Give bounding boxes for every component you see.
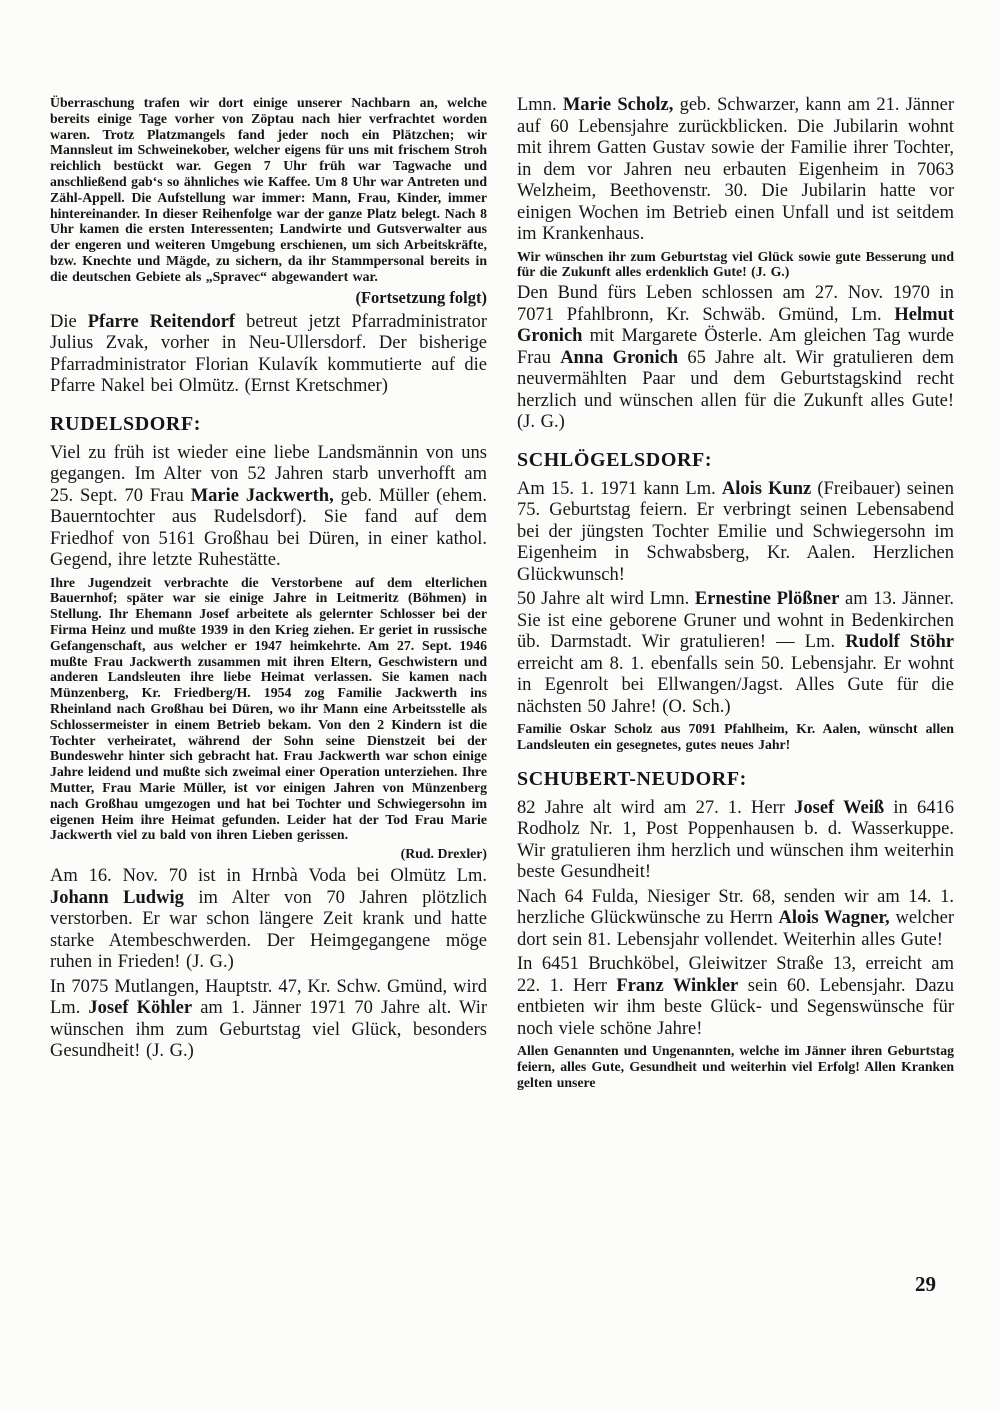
text-run: Lmn. (517, 95, 563, 115)
paragraph-general-greeting (517, 1043, 954, 1090)
right-column (517, 95, 954, 1094)
paragraph-kunz-birthday (517, 479, 954, 587)
paragraph-scholz-birthday (517, 95, 954, 246)
text-run: am 13. Jänner. Sie ist eine geborene Gruner und wohnt in Bedenkirchen üb. Darmstadt. Wir gratulieren! — Lm. (517, 589, 954, 653)
emphasized-name: Anna Gronich (560, 347, 679, 368)
text-run: geb. Schwarzer, kann am 21. Jänner auf 60 Lebensjahre zurückblicken. Die Jubilarin wohnt mit ihrem Gatten Gustav sowie der Familie ihrer Tochter, in dem vor Jahren neu erbauten Eigenheim in 7063 Welzheim, Beethovenstr. 30. Die Jubilarin hatte vor einigen Wochen im Betrieb einen Unfall und ist seitdem im Krankenhaus. (517, 95, 954, 244)
text-run: am 1. Jänner 1971 70 Jahre alt. Wir wünschen ihm zum Geburtstag viel Glück, besonders Gesundheit! (J. G.) (50, 998, 487, 1062)
emphasized-name: Helmut Gronich (517, 304, 954, 347)
text-run: 82 Jahre alt wird am 27. 1. Herr (517, 797, 795, 818)
text-run: 65 Jahre alt. Wir gratulieren dem neuvermählten Paar und dem Geburtstagskind recht herzlich und wünschen allen für die Zukunft alles Gute! (J. G.) (517, 347, 954, 433)
paragraph-report-continuation (50, 95, 487, 285)
text-run: mit Margarete Österle. Am gleichen Tag wurde Frau (517, 326, 954, 368)
text-run: in 6416 Rodholz Nr. 1, Post Poppenhausen b. d. Wasserkuppe. Wir gratulieren ihm herzlich und wünschen ihm weiterhin beste Gesundheit! (517, 797, 955, 883)
text-run: welcher dort sein 81. Lebensjahr vollendet. Weiterhin alles Gute! (517, 908, 955, 950)
paragraph-gronich-wedding (517, 283, 954, 434)
text-run: In 7075 Mutlangen, Hauptstr. 47, Kr. Schw. Gmünd, wird Lm. (50, 976, 487, 1019)
text-run: Nach 64 Fulda, Niesiger Str. 68, senden wir am 14. 1. herzliche Glückwünsche zu Herrn (517, 886, 954, 929)
paragraph-wagner-birthday (517, 887, 954, 952)
emphasized-name: Franz Winkler (616, 975, 739, 996)
emphasized-name: Johann Ludwig (50, 887, 184, 908)
page-number: 29 (915, 1272, 936, 1296)
emphasized-name: Rudolf Stöhr (845, 632, 954, 653)
heading-schubert-neudorf: SCHUBERT-NEUDORF: (517, 767, 747, 790)
text-run: (Freibauer) seinen 75. Geburtstag feiern. Er verbringt seinen Lebensabend bei der jüngsten Tochter Emilie und Schwiegersohn im Eigenheim in Schwabsberg, Kr. Aalen. Herzlichen Glückwunsch! (517, 478, 954, 585)
paragraph-weiss-birthday (517, 798, 954, 884)
text-run: Am 15. 1. 1971 kann Lm. (517, 478, 722, 499)
paragraph-winkler-birthday (517, 954, 954, 1040)
paragraph-reitendorf-parish (50, 312, 487, 398)
text-run: Am 16. Nov. 70 ist in Hrnbà Voda bei Olmütz Lm. (50, 866, 487, 887)
paragraph-scholz-wishes (517, 249, 954, 281)
paragraph-jackwerth-life-story (50, 575, 487, 844)
text-run: In 6451 Bruchköbel, Gleiwitzer Straße 13, erreicht am 22. 1. Herr (517, 954, 954, 996)
emphasized-name: Pfarre Reitendorf (87, 311, 236, 332)
emphasized-name: Josef Köhler (88, 998, 193, 1019)
text-run: im Alter von 70 Jahren plötzlich verstorben. Er war schon längere Zeit krank und hatte starke Atembeschwerden. Der Heimgegangene möge ruhen in Frieden! (J. G.) (50, 887, 487, 973)
emphasized-name: Alois Kunz (721, 478, 812, 499)
emphasized-name: Oskar Scholz (569, 721, 653, 737)
text-run: sein 60. Lebensjahr. Dazu entbieten wir ihm beste Glück- und Segenswünsche für noch viele schöne Jahre! (517, 975, 954, 1039)
paragraph-ludwig-obituary (50, 866, 487, 974)
byline-drexler: (Rud. Drexler) (400, 846, 487, 862)
text-run: Familie (517, 721, 570, 737)
text-run: Ihre Jugendzeit verbrachte die Verstorbene auf dem elterlichen Bauernhof; später war sie einige Jahre in Leitmeritz (Böhmen) in Stellung. Ihr Ehemann Josef arbeitete als gelernter Schlosser bei der Firma Heinz und mußte 1939 in den Krieg ziehen. Er geriet in russische Gefangenschaft, aus welcher er 1947 heimkehrte. Am 27. Sept. 1946 mußte Frau Jackwerth zusammen mit ihren Eltern, Geschwistern und anderen Landsleuten ihre liebe Heimat verlassen. Sie kamen nach Münzenberg, Kr. Friedberg/H. 1954 zog Familie Jackwerth ins Rheinland nach Großhau bei Düren, wo ihr Mann eine Arbeitsstelle als Schlossermeister in einem Betrieb bekam. Von den 2 Kindern ist die Tochter verheiratet, während der Sohn seine Dienstzeit bei der Bundeswehr hinter sich gebracht hat. Frau Jackwerth war schon einige Jahre leidend und mußte sich zweimal einer Operation unterziehen. Ihre Mutter, Frau Marie Müller, ist vor einigen Jahren von Münzenberg nach Großhau umgezogen und hat bei Tochter und Schwiegersohn im eigenen Heim ihre Heimat gefunden. Leider hat der Tod Frau Marie Jackwerth viel zu bald von ihren Lieben gerissen. (50, 574, 487, 843)
emphasized-name: Marie Jackwerth, (190, 485, 334, 506)
text-run: Wir wünschen ihr zum Geburtstag viel Glück sowie gute Besserung und für die Zukunft alles erdenklich Gute! (J. G.) (517, 248, 954, 280)
paragraph-scholz-family-greeting (517, 721, 954, 753)
text-run: Allen Genannten und Ungenannten, welche im Jänner ihren Geburtstag feiern, alles Gute, Gesundheit und weiterhin viel Erfolg! Allen Kranken gelten unsere (517, 1043, 954, 1090)
emphasized-name: Josef Weiß (794, 797, 885, 818)
text-run: erreicht am 8. 1. ebenfalls sein 50. Lebensjahr. Er wohnt in Egenrolt bei Ellwangen/Jagst. Alles Gute für die nächsten 50 Jahre! (O. Sch.) (517, 653, 954, 717)
text-run: aus 7091 Pfahlheim, Kr. Aalen, wünscht allen Landsleuten ein gesegnetes, gutes neues Jahr! (517, 721, 954, 752)
text-run: Überraschung trafen wir dort einige unserer Nachbarn an, welche bereits einige Tage vorher von Zöptau nach hier verfrachtet worden waren. Trotz Platzmangels fand jeder noch ein Plätzchen; wir Mannsleut im Schweinekober, welcher eigens für uns mit frischem Stroh reichlich bestückt war. Gegen 7 Uhr früh war Tagwache und anschließend gab‘s so ähnliches wie Kaffee. Um 8 Uhr war Antreten und Zähl-Appell. Die Aufstellung war immer: Mann, Frau, Kinder, immer hintereinander. In dieser Reihenfolge war der ganze Platz belegt. Nach 8 Uhr kamen die ersten Interessenten; Landwirte und Gutsverwalter aus der engeren und weiteren Umgebung erschienen, um sich Arbeitskräfte, bzw. Knechte und Mägde, zu sichern, da ihr Stammpersonal bereits in die deutschen Gebiete als „Spravec“ abgewandert war. (50, 95, 487, 284)
text-run: 50 Jahre alt wird Lmn. (517, 589, 695, 610)
emphasized-name: Alois Wagner, (778, 908, 890, 929)
text-run: Den Bund fürs Leben schlossen am 27. Nov. 1970 in 7071 Pfahlbronn, Kr. Schwäb. Gmünd, Lm. (517, 283, 954, 325)
paragraph-koehler-birthday (50, 977, 487, 1063)
heading-rudelsdorf: RUDELSDORF: (50, 412, 202, 435)
text-run: geb. Müller (ehem. Bauerntochter aus Rudelsdorf). Sie fand auf dem Friedhof von 5161 Großhau bei Düren, in einer kathol. Gegend, ihre letzte Ruhestätte. (50, 485, 487, 571)
text-columns (50, 95, 954, 1094)
continuation-note: (Fortsetzung folgt) (355, 287, 487, 307)
text-run: Viel zu früh ist wieder eine liebe Landsmännin von uns gegangen. Im Alter von 52 Jahren starb unverhofft am 25. Sept. 70 Frau (50, 442, 487, 506)
emphasized-name: Ernestine Plößner (694, 589, 840, 610)
text-run: Die (50, 311, 88, 332)
paragraph-ploessner-stoehr-birthdays (517, 589, 954, 718)
text-run: betreut jetzt Pfarradministrator Julius Zvak, vorher in Neu-Ullersdorf. Der bisherige Pfarradministrator Florian Kulavík kommutierte auf die Pfarre Nakel bei Olmütz. (Ernst Kretschmer) (50, 311, 487, 397)
emphasized-name: Marie Scholz, (562, 95, 674, 115)
left-column (50, 95, 487, 1094)
paragraph-jackwerth-obituary (50, 443, 487, 572)
heading-schloegelsdorf: SCHLÖGELSDORF: (517, 448, 713, 471)
